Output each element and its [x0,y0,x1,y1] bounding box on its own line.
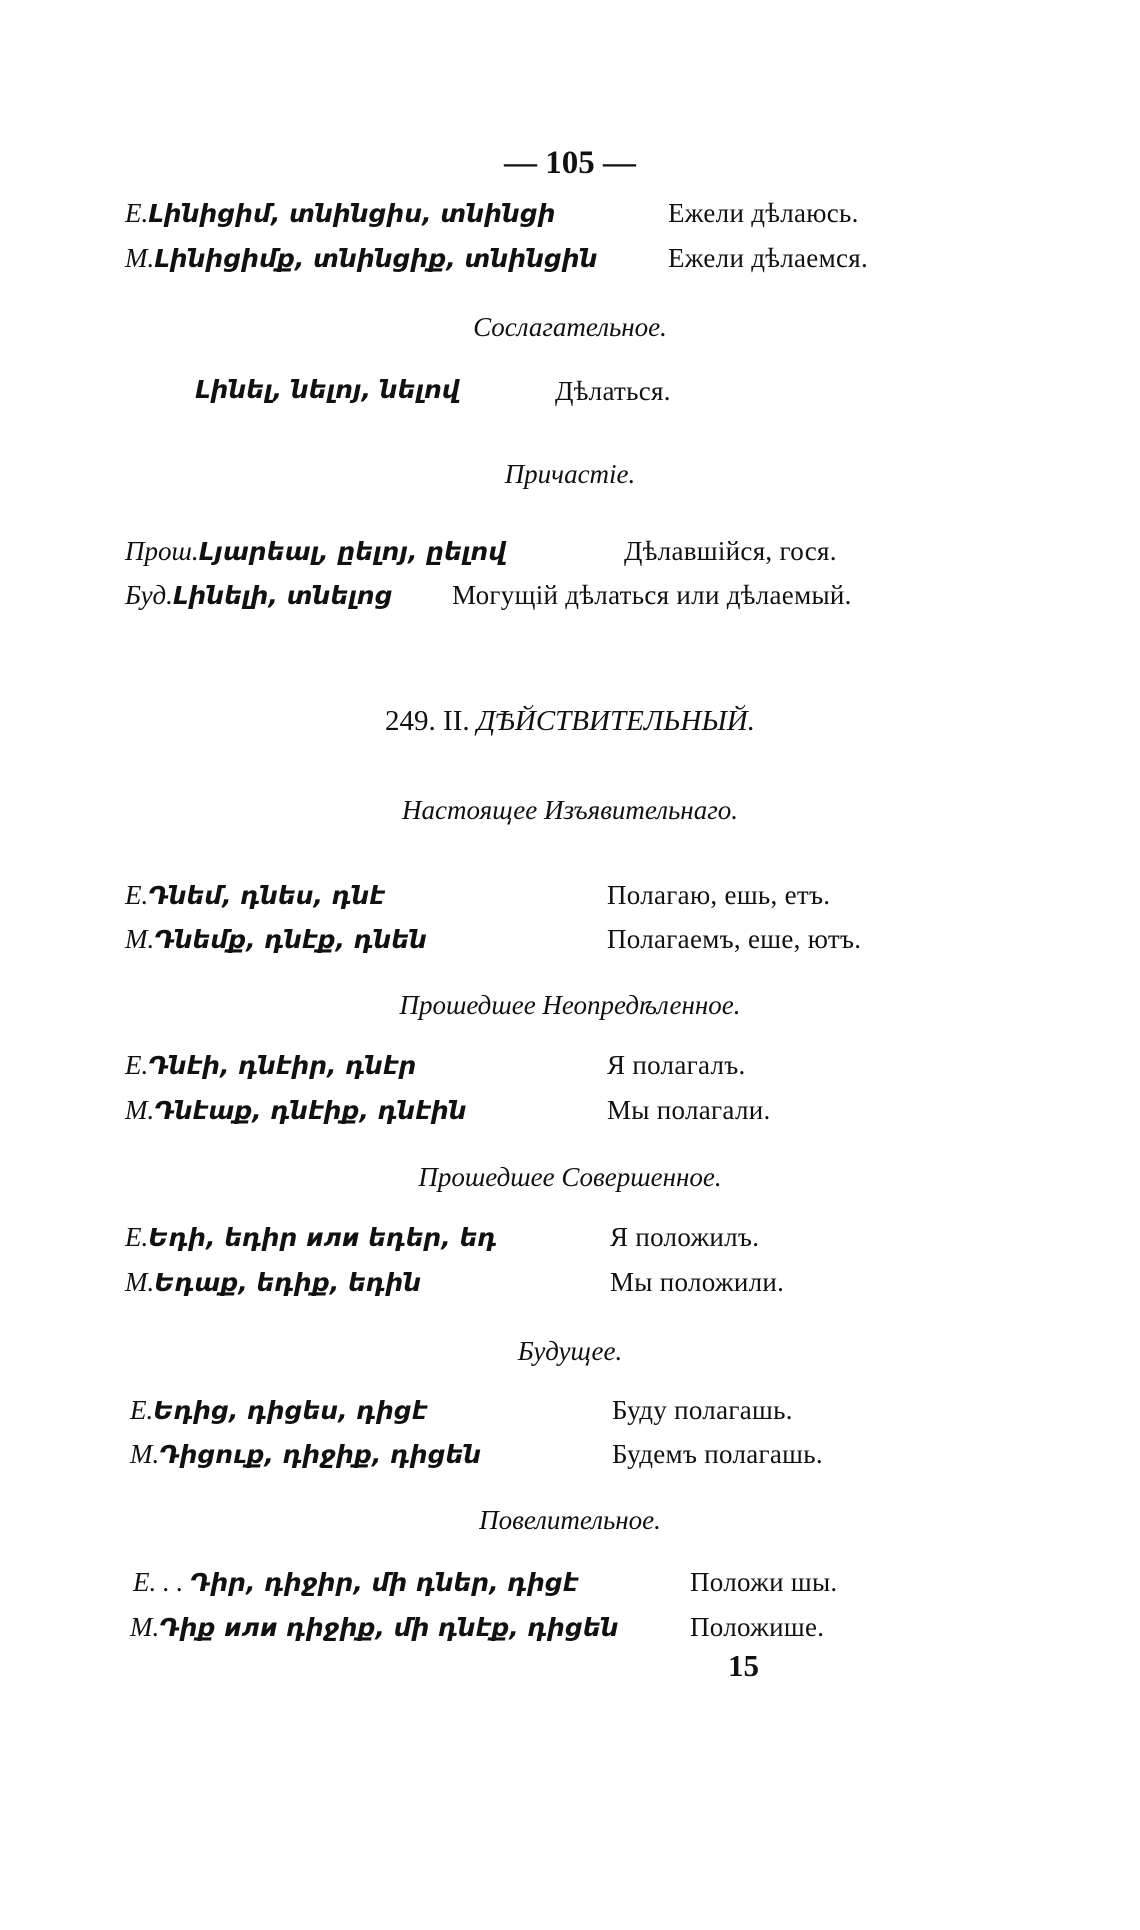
armenian-form: Լինիցիմ, տնինցիս, տնինցի [148,199,556,228]
russian-gloss: Будемъ полагашь. [612,1439,823,1469]
row-prefix: Е. [125,1050,149,1080]
row-prefix: М. [125,924,155,954]
section-heading: ДѢЙСТВИТЕЛЬНЫЙ. [476,705,755,737]
armenian-form: Դիք или դիջիք, մի դնէք, դիցեն [159,1613,619,1642]
russian-gloss: Дѣлавшійся, гося. [624,536,837,566]
conjugation-row [125,878,385,913]
conjugation-row [125,1048,416,1083]
armenian-form: Լինելի, տնելոց [172,581,393,610]
row-prefix: Е. [130,1395,154,1425]
section-title [0,705,1140,738]
russian-gloss: Ежели дѣлаюсь. [668,198,859,228]
conjugation-row [125,241,597,276]
signature-mark: 15 [728,1648,759,1683]
armenian-form: Դնեմք, դնէք, դնեն [154,925,427,954]
section-subheader: Причастіе. [504,459,636,489]
russian-gloss: Ежели дѣлаемся. [668,243,869,273]
russian-gloss: Я полагалъ. [607,1050,746,1080]
armenian-form: Դիցուք, դիջիք, դիցեն [159,1440,482,1469]
section-number: 249. II. [385,705,470,737]
conjugation-row [125,578,393,613]
armenian-form: Լյարեալ, ըելոյ, ըելով [198,537,507,566]
row-prefix: Е. . . [133,1567,184,1597]
russian-gloss: Полагаемъ, еше, ютъ. [607,924,862,954]
row-prefix: М. [130,1439,160,1469]
section-subheader: Прошедшее Совершенное. [418,1162,722,1192]
russian-gloss: Я положилъ. [610,1222,760,1252]
section-subheader: Настоящее Изъявительнаго. [402,795,738,825]
russian-gloss: Дѣлаться. [555,376,671,406]
row-prefix: Буд. [125,580,173,610]
armenian-form: Եդի, եդիր или եդեր, եդ [148,1223,497,1252]
section-subheader: Сослагательное. [473,312,667,342]
row-prefix: Прош. [125,536,199,566]
conjugation-row [125,1265,421,1300]
section-subheader: Прошедшее Неопредѣленное. [399,990,741,1020]
conjugation-row [195,372,460,407]
conjugation-row [130,1437,481,1472]
row-prefix: М. [125,1095,155,1125]
russian-gloss: Положи шы. [690,1567,838,1597]
conjugation-row [125,922,427,957]
armenian-form: Եդաք, եդիք, եդին [154,1268,422,1297]
conjugation-row [125,196,555,231]
armenian-form: Լինիցիմք, տնինցիք, տնինցին [154,244,598,273]
section-subheader: Будущее. [517,1336,623,1366]
russian-gloss: Буду полагашь. [612,1395,793,1425]
row-prefix: Е. [125,880,149,910]
row-prefix: Е. [125,198,149,228]
conjugation-row [130,1393,427,1428]
armenian-form: Դնեմ, դնես, դնէ [148,881,385,910]
conjugation-row [133,1565,578,1600]
row-prefix: М. [125,1267,155,1297]
row-prefix: Е. [125,1222,149,1252]
section-subheader: Повелительное. [479,1505,661,1535]
russian-gloss: Могущій дѣлаться или дѣлаемый. [452,580,852,610]
conjugation-row [125,1220,497,1255]
conjugation-row [125,1093,467,1128]
russian-gloss: Мы полагали. [607,1095,771,1125]
conjugation-row [125,534,506,569]
armenian-form: Դիր, դիջիր, մի դներ, դիցէ [190,1568,579,1597]
row-prefix: М. [125,243,155,273]
armenian-form: Դնէաք, դնէիք, դնէին [154,1096,467,1125]
page-number: — 105 — [504,145,636,181]
russian-gloss: Полагаю, ешь, етъ. [607,880,831,910]
armenian-form: Դնէի, դնէիր, դնէր [148,1051,417,1080]
conjugation-row [130,1610,618,1645]
armenian-form: Եդից, դիցես, դիցէ [153,1396,428,1425]
russian-gloss: Положише. [690,1612,825,1642]
russian-gloss: Мы положили. [610,1267,785,1297]
row-prefix: М. [130,1612,160,1642]
armenian-form: Լինել, նելոյ, նելով [195,375,460,404]
